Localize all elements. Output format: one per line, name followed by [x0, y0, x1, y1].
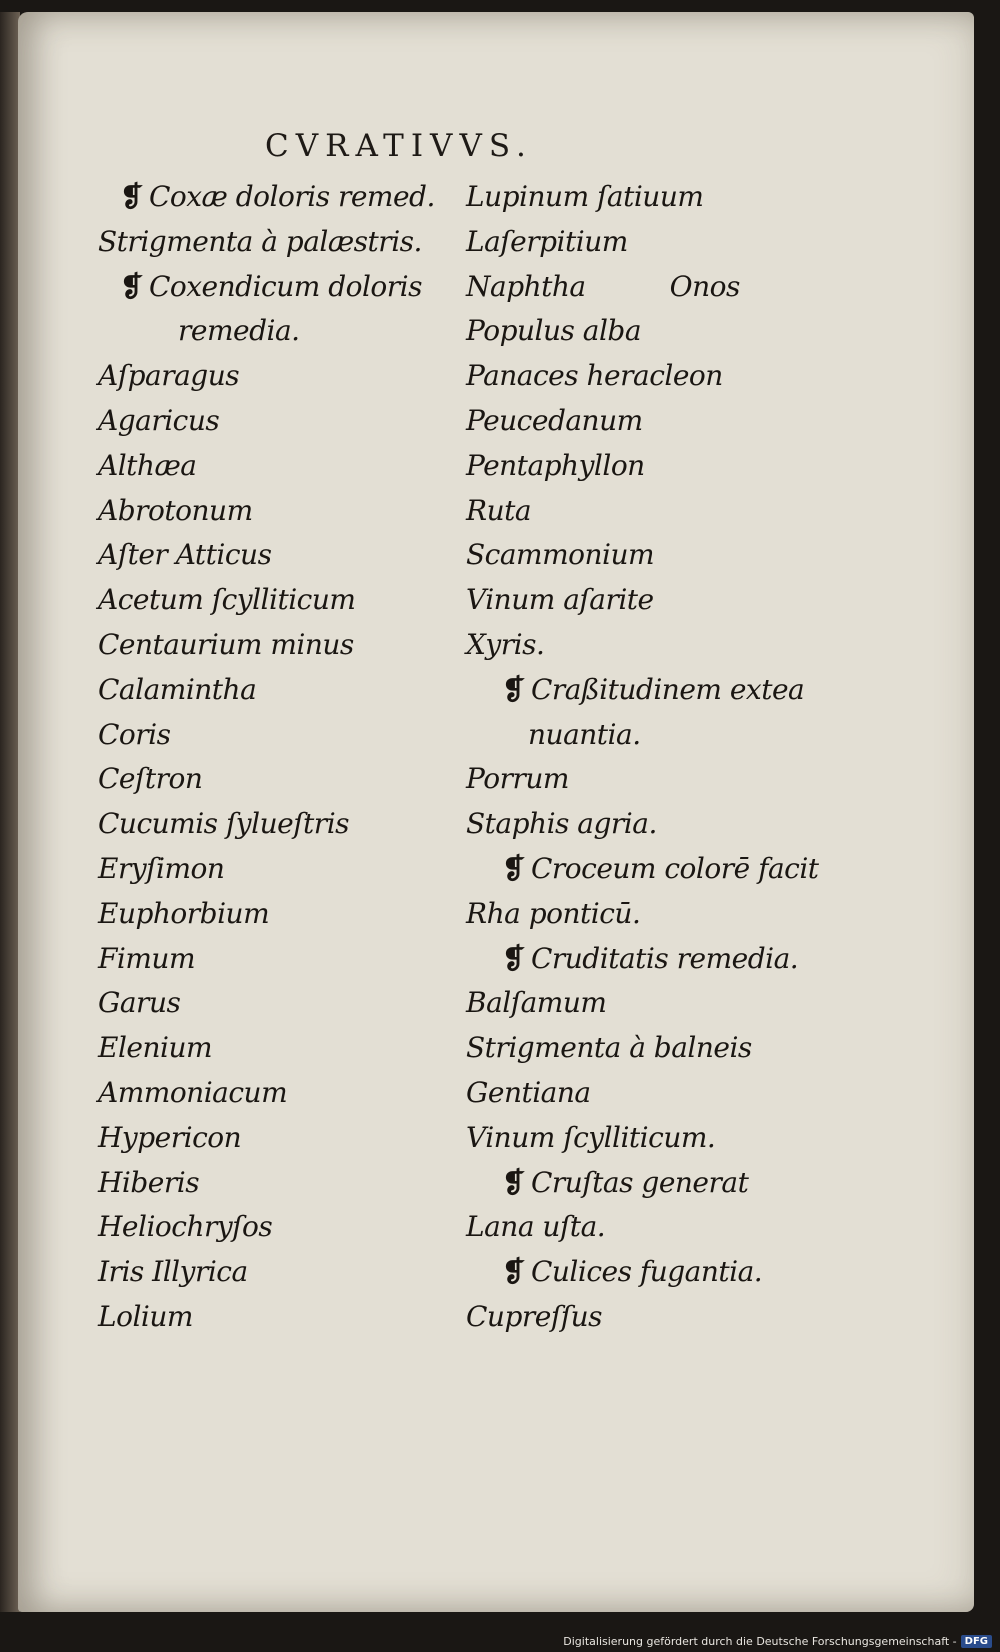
entry-text: Coxendicum doloris	[148, 269, 422, 303]
list-item	[98, 757, 435, 802]
list-item	[466, 175, 819, 220]
list-item	[466, 757, 819, 802]
entry-text: Pentaphyllon	[466, 448, 645, 482]
list-item	[98, 533, 435, 578]
list-item	[98, 937, 435, 982]
list-item	[98, 1026, 435, 1071]
entry-text: Cupreſſus	[466, 1299, 602, 1333]
pilcrow-icon: ❡	[502, 1165, 525, 1199]
list-item	[466, 533, 819, 578]
list-item	[98, 309, 435, 354]
list-item	[466, 981, 819, 1026]
entry-text: Lolium	[98, 1299, 193, 1333]
entry-text: Coris	[98, 717, 171, 751]
list-item	[98, 981, 435, 1026]
entry-text: Naphtha Onos	[466, 269, 740, 303]
entry-text: Gentiana	[466, 1075, 591, 1109]
entry-text: Heliochryſos	[98, 1210, 273, 1244]
entry-text: Strigmenta à balneis	[466, 1031, 752, 1065]
list-item	[98, 399, 435, 444]
section-rubric	[98, 265, 435, 310]
entry-text: remedia.	[178, 314, 300, 348]
entry-text: Vinum ſcylliticum.	[466, 1120, 716, 1154]
entry-text: Vinum aſarite	[466, 583, 654, 617]
list-item	[98, 668, 435, 713]
list-item	[98, 220, 435, 265]
pilcrow-icon: ❡	[120, 269, 143, 303]
list-item	[466, 309, 819, 354]
list-item	[466, 444, 819, 489]
entry-text: Lana uſta.	[466, 1210, 606, 1244]
entry-text: Calamintha	[98, 672, 257, 706]
list-item	[466, 1071, 819, 1116]
entry-text: Acetum ſcylliticum	[98, 583, 356, 617]
list-item	[466, 578, 819, 623]
list-item	[98, 623, 435, 668]
list-item	[466, 1295, 819, 1340]
entry-text: Agaricus	[98, 403, 220, 437]
list-item	[98, 1250, 435, 1295]
section-rubric	[98, 175, 435, 220]
list-item	[98, 444, 435, 489]
list-item	[98, 1071, 435, 1116]
list-item	[98, 847, 435, 892]
list-item	[466, 354, 819, 399]
book-spine-shadow	[0, 12, 20, 1612]
entry-text: Xyris.	[466, 627, 545, 661]
entry-text: Laſerpitium	[466, 224, 628, 258]
entry-text: Cruditatis remedia.	[530, 941, 799, 975]
list-item	[466, 623, 819, 668]
list-item	[98, 713, 435, 758]
entry-text: Balſamum	[466, 986, 607, 1020]
entry-text: Ruta	[466, 493, 532, 527]
entry-text: Coxæ doloris remed.	[148, 180, 435, 213]
pilcrow-icon: ❡	[502, 851, 525, 885]
entry-text: Althæa	[98, 448, 197, 482]
section-rubric	[466, 1161, 819, 1206]
list-item	[98, 1205, 435, 1250]
entry-text: Fimum	[98, 941, 196, 975]
entry-text: Elenium	[98, 1031, 213, 1065]
entry-text: Croceum colorē facit	[530, 851, 819, 885]
section-rubric	[466, 668, 819, 713]
list-item	[466, 220, 819, 265]
entry-text: Aſparagus	[98, 359, 240, 393]
entry-text: Euphorbium	[98, 896, 270, 930]
list-item	[98, 892, 435, 937]
entry-text: Iris Illyrica	[98, 1255, 248, 1289]
entry-text: Lupinum ſatiuum	[466, 180, 704, 213]
left-column	[98, 175, 435, 1340]
entry-text: Staphis agria.	[466, 807, 657, 841]
entry-text: Panaces heracleon	[466, 359, 723, 393]
entry-text: Aſter Atticus	[98, 538, 272, 572]
list-item	[98, 354, 435, 399]
list-item	[98, 578, 435, 623]
entry-text: Ammoniacum	[98, 1075, 288, 1109]
pilcrow-icon: ❡	[502, 941, 525, 975]
entry-text: Cucumis ſylueſtris	[98, 807, 350, 841]
entry-text: Hiberis	[98, 1165, 200, 1199]
list-item	[466, 265, 819, 310]
footer-credit-text: Digitalisierung gefördert durch die Deutsche Forschungsgemeinschaft -	[563, 1635, 957, 1648]
entry-text: Ceſtron	[98, 762, 203, 796]
entry-text: Cruſtas generat	[530, 1165, 749, 1199]
section-rubric	[466, 937, 819, 982]
right-column	[466, 175, 819, 1340]
list-item	[98, 1116, 435, 1161]
list-item	[466, 1026, 819, 1071]
entry-text: Porrum	[466, 762, 569, 796]
list-item	[466, 489, 819, 534]
entry-text: Populus alba	[466, 314, 642, 348]
digitization-footer	[563, 1635, 992, 1648]
entry-text: Hypericon	[98, 1120, 242, 1154]
list-item	[466, 713, 819, 758]
list-item	[98, 1161, 435, 1206]
entry-text: Scammonium	[466, 538, 655, 572]
entry-text: Culices fugantia.	[530, 1255, 763, 1289]
dfg-logo: DFG	[961, 1635, 992, 1648]
entry-text: Garus	[98, 986, 181, 1020]
list-item	[466, 1116, 819, 1161]
entry-text: Rha ponticū.	[466, 896, 641, 930]
list-item	[466, 892, 819, 937]
entry-text: Abrotonum	[98, 493, 253, 527]
list-item	[466, 802, 819, 847]
pilcrow-icon: ❡	[120, 180, 143, 213]
entry-text: Strigmenta à palæstris.	[98, 224, 422, 258]
pilcrow-icon: ❡	[502, 1255, 525, 1289]
list-item	[98, 1295, 435, 1340]
list-item	[98, 489, 435, 534]
section-rubric	[466, 1250, 819, 1295]
list-item	[466, 1205, 819, 1250]
entry-text: Peucedanum	[466, 403, 643, 437]
entry-text: nuantia.	[528, 717, 641, 751]
entry-text: Centaurium minus	[98, 627, 354, 661]
list-item	[98, 802, 435, 847]
page-heading: CVRATIVVS.	[265, 128, 533, 164]
pilcrow-icon: ❡	[502, 672, 525, 706]
entry-text: Craßitudinem extea	[530, 672, 805, 706]
entry-text: Eryſimon	[98, 851, 225, 885]
list-item	[466, 399, 819, 444]
section-rubric	[466, 847, 819, 892]
